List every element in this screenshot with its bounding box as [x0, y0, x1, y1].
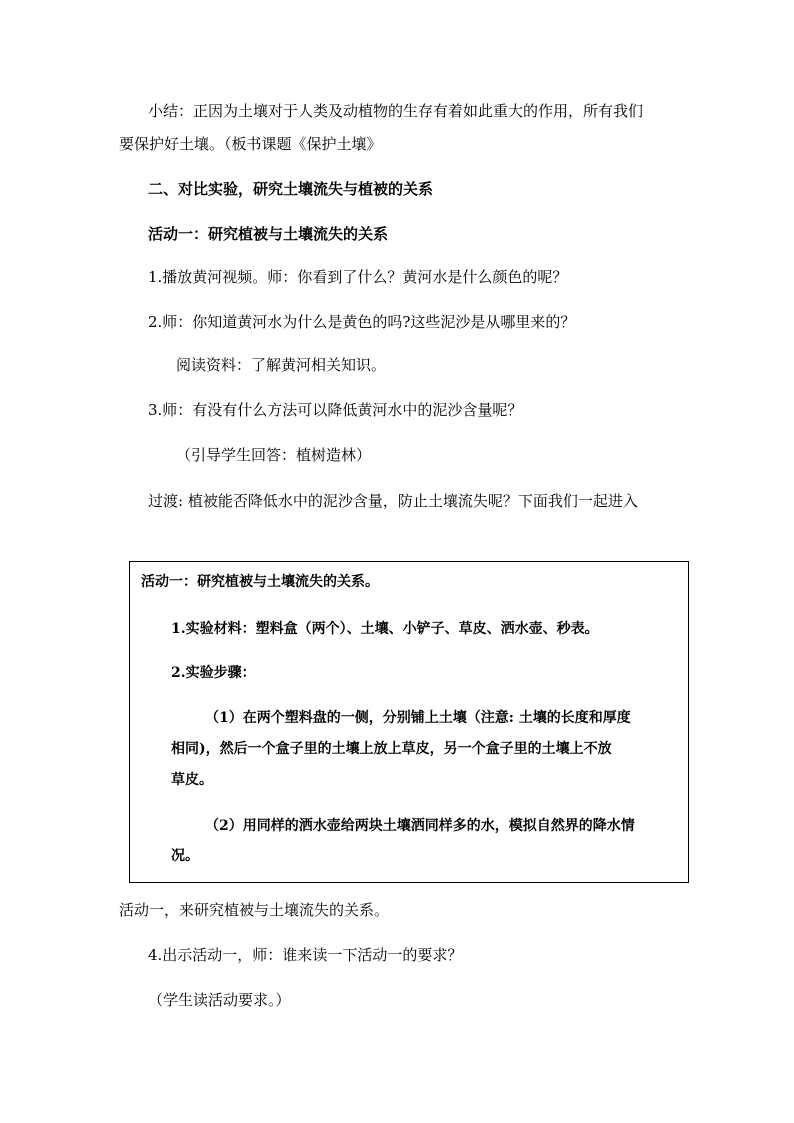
guide-answer: （引导学生回答：植树造林）	[176, 446, 372, 464]
reading-material: 阅读资料：了解黄河相关知识。	[176, 356, 387, 374]
box-title: 活动一：研究植被与土壤流失的关系。	[141, 574, 379, 590]
box-substep-2-line-1: （2）用同样的洒水壶给两块土壤洒同样多的水，模拟自然界的降水情	[205, 818, 635, 834]
section-heading: 二、对比实验，研究土壤流失与植被的关系	[148, 180, 434, 198]
transition-continued: 活动一，来研究植被与土壤流失的关系。	[119, 901, 390, 919]
box-substep-2-line-2: 况。	[171, 848, 199, 864]
box-substep-1-line-3: 草皮。	[171, 772, 213, 788]
box-materials: 1.实验材料：塑料盒（两个）、土壤、小铲子、草皮、洒水壶、秒表。	[171, 621, 599, 637]
step-3: 3.师：有没有什么方法可以降低黄河水中的泥沙含量呢？	[148, 401, 523, 419]
box-substep-1-line-1: （1）在两个塑料盘的一侧，分别铺上土壤（注意: 土壤的长度和厚度	[205, 710, 631, 726]
summary-line-1: 小结：正因为土壤对于人类及动植物的生存有着如此重大的作用，所有我们	[148, 102, 644, 120]
activity-heading: 活动一：研究植被与土壤流失的关系	[148, 225, 389, 243]
step-4: 4.出示活动一，师：谁来读一下活动一的要求？	[148, 946, 463, 964]
transition-line: 过渡: 植被能否降低水中的泥沙含量，防止土壤流失呢？下面我们一起进入	[148, 492, 638, 510]
step-1: 1.播放黄河视频。师：你看到了什么？黄河水是什么颜色的呢？	[148, 268, 568, 286]
activity-requirements-box	[129, 561, 689, 883]
summary-line-2: 要保护好土壤。（板书课题《保护土壤》	[119, 135, 382, 153]
step-2: 2.师：你知道黄河水为什么是黄色的吗?这些泥沙是从哪里来的？	[148, 313, 576, 331]
student-reads: （学生读活动要求。）	[148, 991, 291, 1009]
box-substep-1-line-2: 相同)，然后一个盒子里的土壤上放上草皮，另一个盒子里的土壤上不放	[171, 741, 612, 757]
box-steps-label: 2.实验步骤：	[171, 665, 256, 681]
